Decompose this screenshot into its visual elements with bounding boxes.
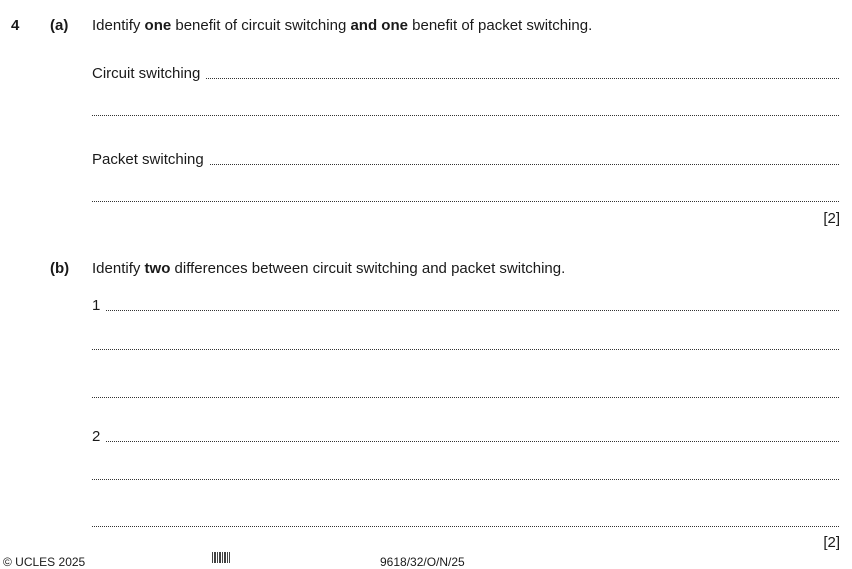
answer-dots — [106, 310, 839, 311]
answer-dots — [106, 441, 839, 442]
difference-2-answer-line[interactable] — [92, 426, 839, 444]
part-a-label: (a) — [50, 17, 69, 34]
copyright-text: © UCLES 2025 — [3, 555, 86, 569]
answer-line[interactable] — [92, 115, 839, 116]
barcode-icon — [212, 552, 230, 563]
item-2-label: 2 — [92, 428, 101, 445]
answer-dots — [210, 164, 839, 165]
answer-line[interactable] — [92, 201, 839, 202]
answer-line[interactable] — [92, 349, 839, 350]
item-1-label: 1 — [92, 297, 101, 314]
part-b-prompt: Identify two differences between circuit switching and packet switching. — [92, 260, 566, 277]
answer-line[interactable] — [92, 479, 839, 480]
answer-dots — [206, 78, 839, 79]
part-a-marks: [2] — [823, 210, 840, 227]
paper-code: 9618/32/O/N/25 — [380, 555, 465, 569]
packet-switching-answer-line[interactable] — [92, 149, 839, 167]
answer-line[interactable] — [92, 526, 839, 527]
circuit-switching-answer-line[interactable] — [92, 63, 839, 81]
packet-switching-label: Packet switching — [92, 151, 204, 168]
circuit-switching-label: Circuit switching — [92, 65, 201, 82]
part-b-marks: [2] — [823, 534, 840, 551]
difference-1-answer-line[interactable] — [92, 295, 839, 313]
part-a-prompt: Identify one benefit of circuit switching and one benefit of packet switching. — [92, 17, 593, 34]
part-b-label: (b) — [50, 260, 70, 277]
answer-line[interactable] — [92, 397, 839, 398]
question-number: 4 — [11, 17, 20, 34]
